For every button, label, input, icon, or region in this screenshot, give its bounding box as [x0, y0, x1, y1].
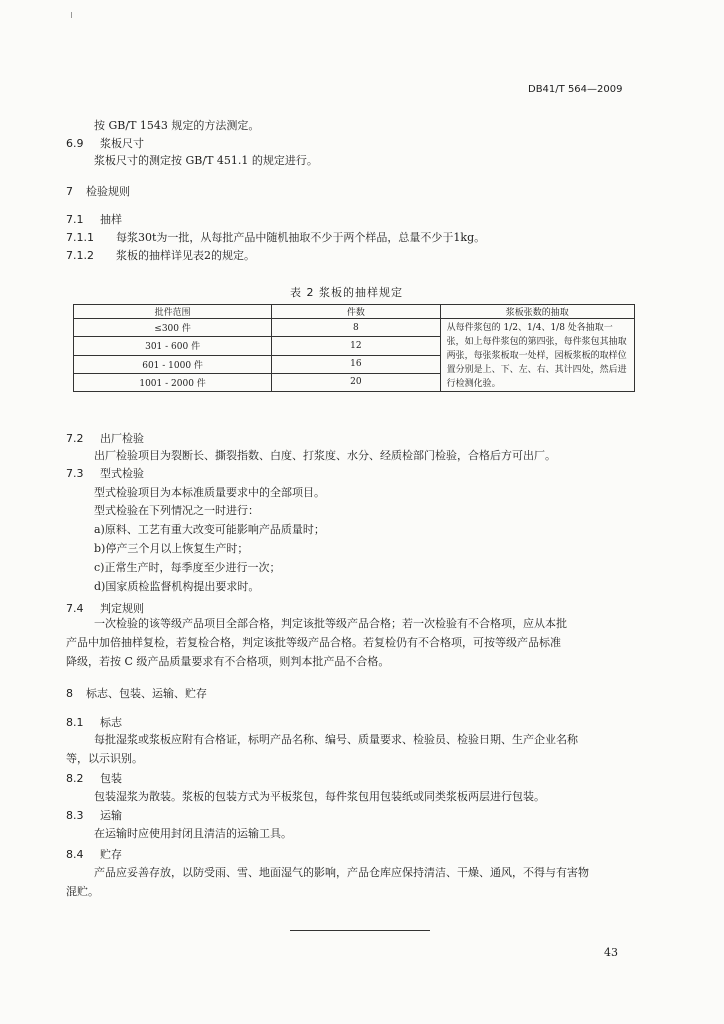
heading-number: 7.4 [66, 602, 84, 615]
text-8-1-line2: 等，以示识别。 [66, 752, 143, 765]
heading-number: 7.2 [66, 432, 84, 445]
text-7-2: 出厂检验项目为裂断长、撕裂指数、白度、打浆度、水分、经质检部门检验，合格后方可出厂。 [94, 449, 556, 462]
text-8-4-line2: 混贮。 [66, 885, 99, 898]
text-8-4-line1: 产品应妥善存放，以防受雨、雪、地面湿气的影响，产品仓库应保持清洁、干燥、通风，不得与有害物 [94, 866, 589, 879]
list-item-a: a)原料、工艺有重大改变可能影响产品质量时； [94, 523, 325, 536]
sampling-table [73, 304, 635, 392]
text-7-3-line1: 型式检验项目为本标准质量要求中的全部项目。 [94, 486, 325, 499]
cell-count: 12 [272, 337, 440, 355]
cell-range: 601 - 1000 件 [74, 355, 272, 373]
document-id: DB41/T 564—2009 [528, 84, 623, 95]
table-caption: 表 2 浆板的抽样规定 [290, 286, 403, 299]
list-item-c: c)正常生产时，每季度至少进行一次； [94, 561, 281, 574]
list-item-d: d)国家质检监督机构提出要求时。 [94, 580, 260, 593]
heading-6-9 [66, 137, 144, 151]
header-range: 批件范围 [74, 305, 272, 319]
footer-rule [290, 930, 430, 931]
clause-text: 每浆30t为一批，从每批产品中随机抽取不少于两个样品，总量不少于1kg。 [116, 231, 486, 244]
text-7-4-line2: 产品中加倍抽样复检，若复检合格，判定该批等级产品合格。若复检仍有不合格项，可按等级产品标准 [66, 636, 561, 649]
clause-text: 浆板的抽样详见表2的规定。 [116, 249, 255, 262]
header-count: 件数 [272, 305, 440, 319]
cell-range: ≤300 件 [74, 319, 272, 337]
cell-count: 16 [272, 355, 440, 373]
heading-title: 抽样 [100, 213, 122, 226]
cell-range: 1001 - 2000 件 [74, 373, 272, 391]
clause-7-1-2 [66, 249, 255, 263]
text-7-4-line1: 一次检验的该等级产品项目全部合格，判定该批等级产品合格；若一次检验有不合格项，应从本批 [94, 617, 567, 630]
text-8-1-line1: 每批湿浆或浆板应附有合格证，标明产品名称、编号、质量要求、检验员、检验日期、生产企业名称 [94, 733, 578, 746]
heading-title: 浆板尺寸 [100, 137, 144, 150]
heading-7-3 [66, 467, 144, 481]
heading-7-4 [66, 602, 144, 616]
heading-7-2 [66, 432, 144, 446]
heading-number: 7.1 [66, 213, 84, 226]
heading-title: 贮存 [100, 848, 122, 861]
heading-number: 8.1 [66, 716, 84, 729]
text-7-4-line3: 降级，若按 C 级产品质量要求有不合格项，则判本批产品不合格。 [66, 655, 390, 668]
clause-number: 7.1.1 [66, 231, 94, 244]
heading-number: 8.4 [66, 848, 84, 861]
heading-title: 标志 [100, 716, 122, 729]
page-number: 43 [604, 946, 618, 959]
heading-title: 运输 [100, 809, 122, 822]
cell-range: 301 - 600 件 [74, 337, 272, 355]
heading-title: 检验规则 [86, 185, 130, 198]
heading-number: 8.2 [66, 772, 84, 785]
text-7-3-line2: 型式检验在下列情况之一时进行： [94, 504, 259, 517]
heading-title: 判定规则 [100, 602, 144, 615]
scan-mark [71, 12, 72, 18]
cell-count: 8 [272, 319, 440, 337]
heading-number: 6.9 [66, 137, 84, 150]
heading-8-3 [66, 809, 122, 823]
heading-8 [66, 687, 207, 701]
text-8-3: 在运输时应使用封闭且清洁的运输工具。 [94, 827, 292, 840]
clause-7-1-1 [66, 231, 485, 245]
heading-number: 7 [66, 185, 73, 198]
table-row [74, 319, 635, 337]
heading-title: 型式检验 [100, 467, 144, 480]
heading-title: 标志、包装、运输、贮存 [86, 687, 207, 700]
heading-7-1 [66, 213, 122, 227]
clause-number: 7.1.2 [66, 249, 94, 262]
header-method: 浆板张数的抽取 [440, 305, 634, 319]
heading-8-4 [66, 848, 122, 862]
cell-count: 20 [272, 373, 440, 391]
list-item-b: b)停产三个月以上恢复生产时； [94, 542, 249, 555]
heading-number: 7.3 [66, 467, 84, 480]
heading-7 [66, 185, 130, 199]
heading-number: 8 [66, 687, 73, 700]
heading-number: 8.3 [66, 809, 84, 822]
cell-method: 从每件浆包的 1/2、1/4、1/8 处各抽取一张，如上每件浆包的第四张，每件浆包其抽取两张，每张浆板取一处样，园板浆板的取样位置分别是上、下、左、右、其计四处，然后进行检测化验。 [440, 319, 634, 392]
heading-8-1 [66, 716, 122, 730]
table-header-row [74, 305, 635, 319]
text-6-9: 浆板尺寸的测定按 GB/T 451.1 的规定进行。 [94, 154, 318, 167]
text-6-8-continued: 按 GB/T 1543 规定的方法测定。 [94, 119, 260, 132]
heading-title: 包装 [100, 772, 122, 785]
heading-8-2 [66, 772, 122, 786]
heading-title: 出厂检验 [100, 432, 144, 445]
text-8-2: 包装湿浆为散装。浆板的包装方式为平板浆包，每件浆包用包装纸或同类浆板两层进行包装。 [94, 790, 545, 803]
